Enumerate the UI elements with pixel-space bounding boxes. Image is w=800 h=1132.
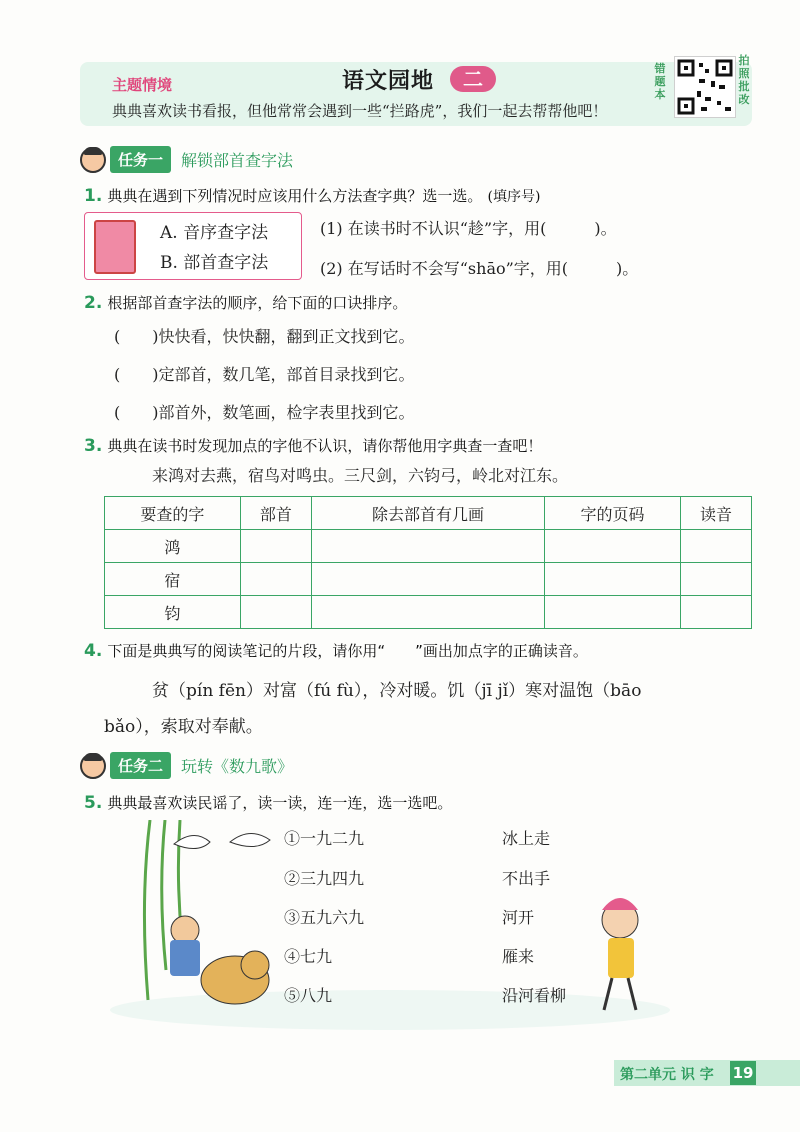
table-row [105, 596, 752, 629]
qr-code-icon[interactable] [674, 56, 736, 118]
table-cell-input[interactable] [311, 563, 544, 596]
q5-number: 5. [84, 793, 103, 813]
task1-badge: 任务一 [110, 146, 171, 173]
q4-prompt [84, 640, 588, 661]
match-left-4[interactable]: ④七九 [284, 947, 333, 966]
q2-prompt [84, 292, 407, 313]
table-header-row [105, 497, 752, 530]
q5-text: 典典最喜欢读民谣了，读一读，连一连，选一选吧。 [107, 794, 453, 812]
photo-grade-label: 拍照批改 [738, 54, 750, 106]
table-header: 部首 [240, 497, 311, 530]
match-left-1[interactable]: ①一九二九 [284, 829, 365, 848]
page-title: 语文园地 [342, 69, 435, 94]
table-header: 字的页码 [545, 497, 681, 530]
q1-text: 典典在遇到下列情况时应该用什么方法查字典？选一选。 [107, 187, 483, 205]
q4-line-2[interactable]: bǎo），索取对奉献。 [104, 717, 263, 737]
table-cell-input[interactable] [240, 530, 311, 563]
table-cell-char: 钧 [105, 596, 241, 629]
table-row [105, 530, 752, 563]
table-cell-input[interactable] [240, 596, 311, 629]
q4-line-1[interactable]: 贫（pín fēn）对富（fú fù），冷对暖。饥（jī jǐ）寒对温饱（bāo [152, 681, 642, 701]
table-header: 读音 [680, 497, 751, 530]
q1-prompt [84, 185, 540, 206]
mistake-book-label: 错题本 [654, 62, 666, 101]
table-cell-input[interactable] [545, 530, 681, 563]
q3-poem: 来鸿对去燕，宿鸟对鸣虫。三尺剑，六钧弓，岭北对江东。 [152, 466, 569, 485]
task1-name: 解锁部首查字法 [181, 151, 294, 170]
dictionary-book-icon [94, 220, 136, 274]
table-cell-input[interactable] [680, 530, 751, 563]
theme-text: 典典喜欢读书看报，但他常常会遇到一些“拦路虎”，我们一起去帮帮他吧！ [112, 102, 608, 120]
table-header: 除去部首有几画 [311, 497, 544, 530]
girl-skating-illustration [580, 850, 680, 1020]
boy-avatar-icon [80, 753, 106, 779]
option-a: A. 音序查字法 [160, 223, 269, 243]
match-right-1[interactable]: 冰上走 [502, 829, 551, 848]
table-cell-input[interactable] [680, 596, 751, 629]
task2-name: 玩转《数九歌》 [181, 757, 294, 776]
task1-header [80, 146, 293, 173]
table-cell-input[interactable] [240, 563, 311, 596]
table-cell-char: 鸿 [105, 530, 241, 563]
match-left-2[interactable]: ②三九四九 [284, 869, 365, 888]
q1-number: 1. [84, 186, 103, 206]
q4-number: 4. [84, 641, 103, 661]
match-right-4[interactable]: 雁来 [502, 947, 535, 966]
q2-line-3[interactable]: ( )部首外，数笔画，检字表里找到它。 [114, 403, 415, 422]
task2-header [80, 752, 293, 779]
page-number: 19 [730, 1061, 756, 1085]
q5-prompt [84, 792, 452, 813]
q2-line-2[interactable]: ( )定部首，数几笔，部首目录找到它。 [114, 365, 415, 384]
q3-number: 3. [84, 436, 103, 456]
unit-number-badge: 二 [450, 66, 496, 92]
q1-hint: (填序号) [487, 189, 541, 205]
table-row [105, 563, 752, 596]
option-b: B. 部首查字法 [160, 253, 269, 273]
q3-text: 典典在读书时发现加点的字他不认识，请你帮他用字典查一查吧！ [107, 437, 543, 455]
table-cell-input[interactable] [311, 530, 544, 563]
table-cell-input[interactable] [680, 563, 751, 596]
q1-item-2[interactable]: (2) 在写话时不会写“shāo”字，用( )。 [320, 259, 639, 278]
q2-line-1[interactable]: ( )快快看，快快翻，翻到正文找到它。 [114, 327, 415, 346]
theme-label: 主题情境 [112, 76, 173, 94]
task2-badge: 任务二 [110, 752, 171, 779]
match-right-2[interactable]: 不出手 [502, 869, 551, 888]
table-cell-char: 宿 [105, 563, 241, 596]
match-right-3[interactable]: 河开 [502, 908, 535, 927]
match-left-5[interactable]: ⑤八九 [284, 986, 333, 1005]
q3-prompt [84, 435, 542, 456]
q1-item-1[interactable]: (1) 在读书时不认识“趁”字，用( )。 [320, 219, 617, 238]
match-right-5[interactable]: 沿河看柳 [502, 986, 567, 1005]
lookup-table [104, 496, 752, 629]
q4-text: 下面是典典写的阅读笔记的片段，请你用“ ”画出加点字的正确读音。 [107, 642, 588, 660]
q2-number: 2. [84, 293, 103, 313]
table-cell-input[interactable] [311, 596, 544, 629]
match-left-3[interactable]: ③五九六九 [284, 908, 365, 927]
table-header: 要查的字 [105, 497, 241, 530]
table-cell-input[interactable] [545, 596, 681, 629]
geese-illustration [170, 824, 280, 868]
footer-unit: 第二单元 识 字 [620, 1067, 714, 1083]
q2-text: 根据部首查字法的顺序，给下面的口诀排序。 [107, 294, 408, 312]
boy-avatar-icon [80, 147, 106, 173]
table-cell-input[interactable] [545, 563, 681, 596]
